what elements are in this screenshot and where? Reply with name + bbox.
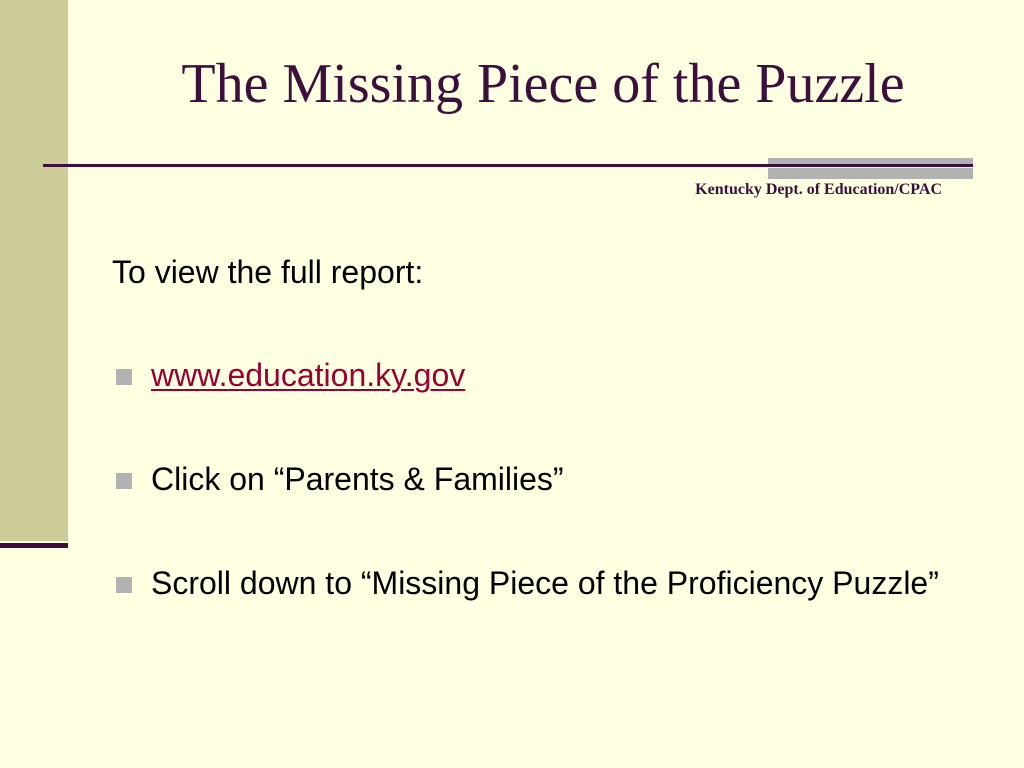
- bullet-item-website: [112, 356, 972, 394]
- education-website-link[interactable]: www.education.ky.gov: [151, 357, 466, 393]
- divider-grey-bar-top: [768, 158, 973, 164]
- slide-title: The Missing Piece of the Puzzle: [181, 53, 905, 115]
- divider-grey-bar-bottom: [768, 168, 973, 179]
- bullet-text: Click on “Parents & Families”: [151, 461, 564, 497]
- sidebar-accent-line: [0, 543, 68, 548]
- square-bullet-icon: [116, 473, 132, 489]
- intro-text: To view the full report:: [112, 254, 424, 290]
- bullet-item-scroll-down: [112, 564, 972, 602]
- title-divider: [43, 164, 973, 167]
- bullet-text: Scroll down to “Missing Piece of the Proficiency Puzzle”: [151, 565, 939, 601]
- slide-body: [112, 250, 972, 668]
- bullet-list: [112, 356, 972, 602]
- sidebar-decoration: [0, 0, 68, 541]
- square-bullet-icon: [116, 369, 132, 385]
- square-bullet-icon: [116, 577, 132, 593]
- bullet-item-parents-families: [112, 460, 972, 498]
- slide-subtitle: Kentucky Dept. of Education/CPAC: [695, 181, 942, 198]
